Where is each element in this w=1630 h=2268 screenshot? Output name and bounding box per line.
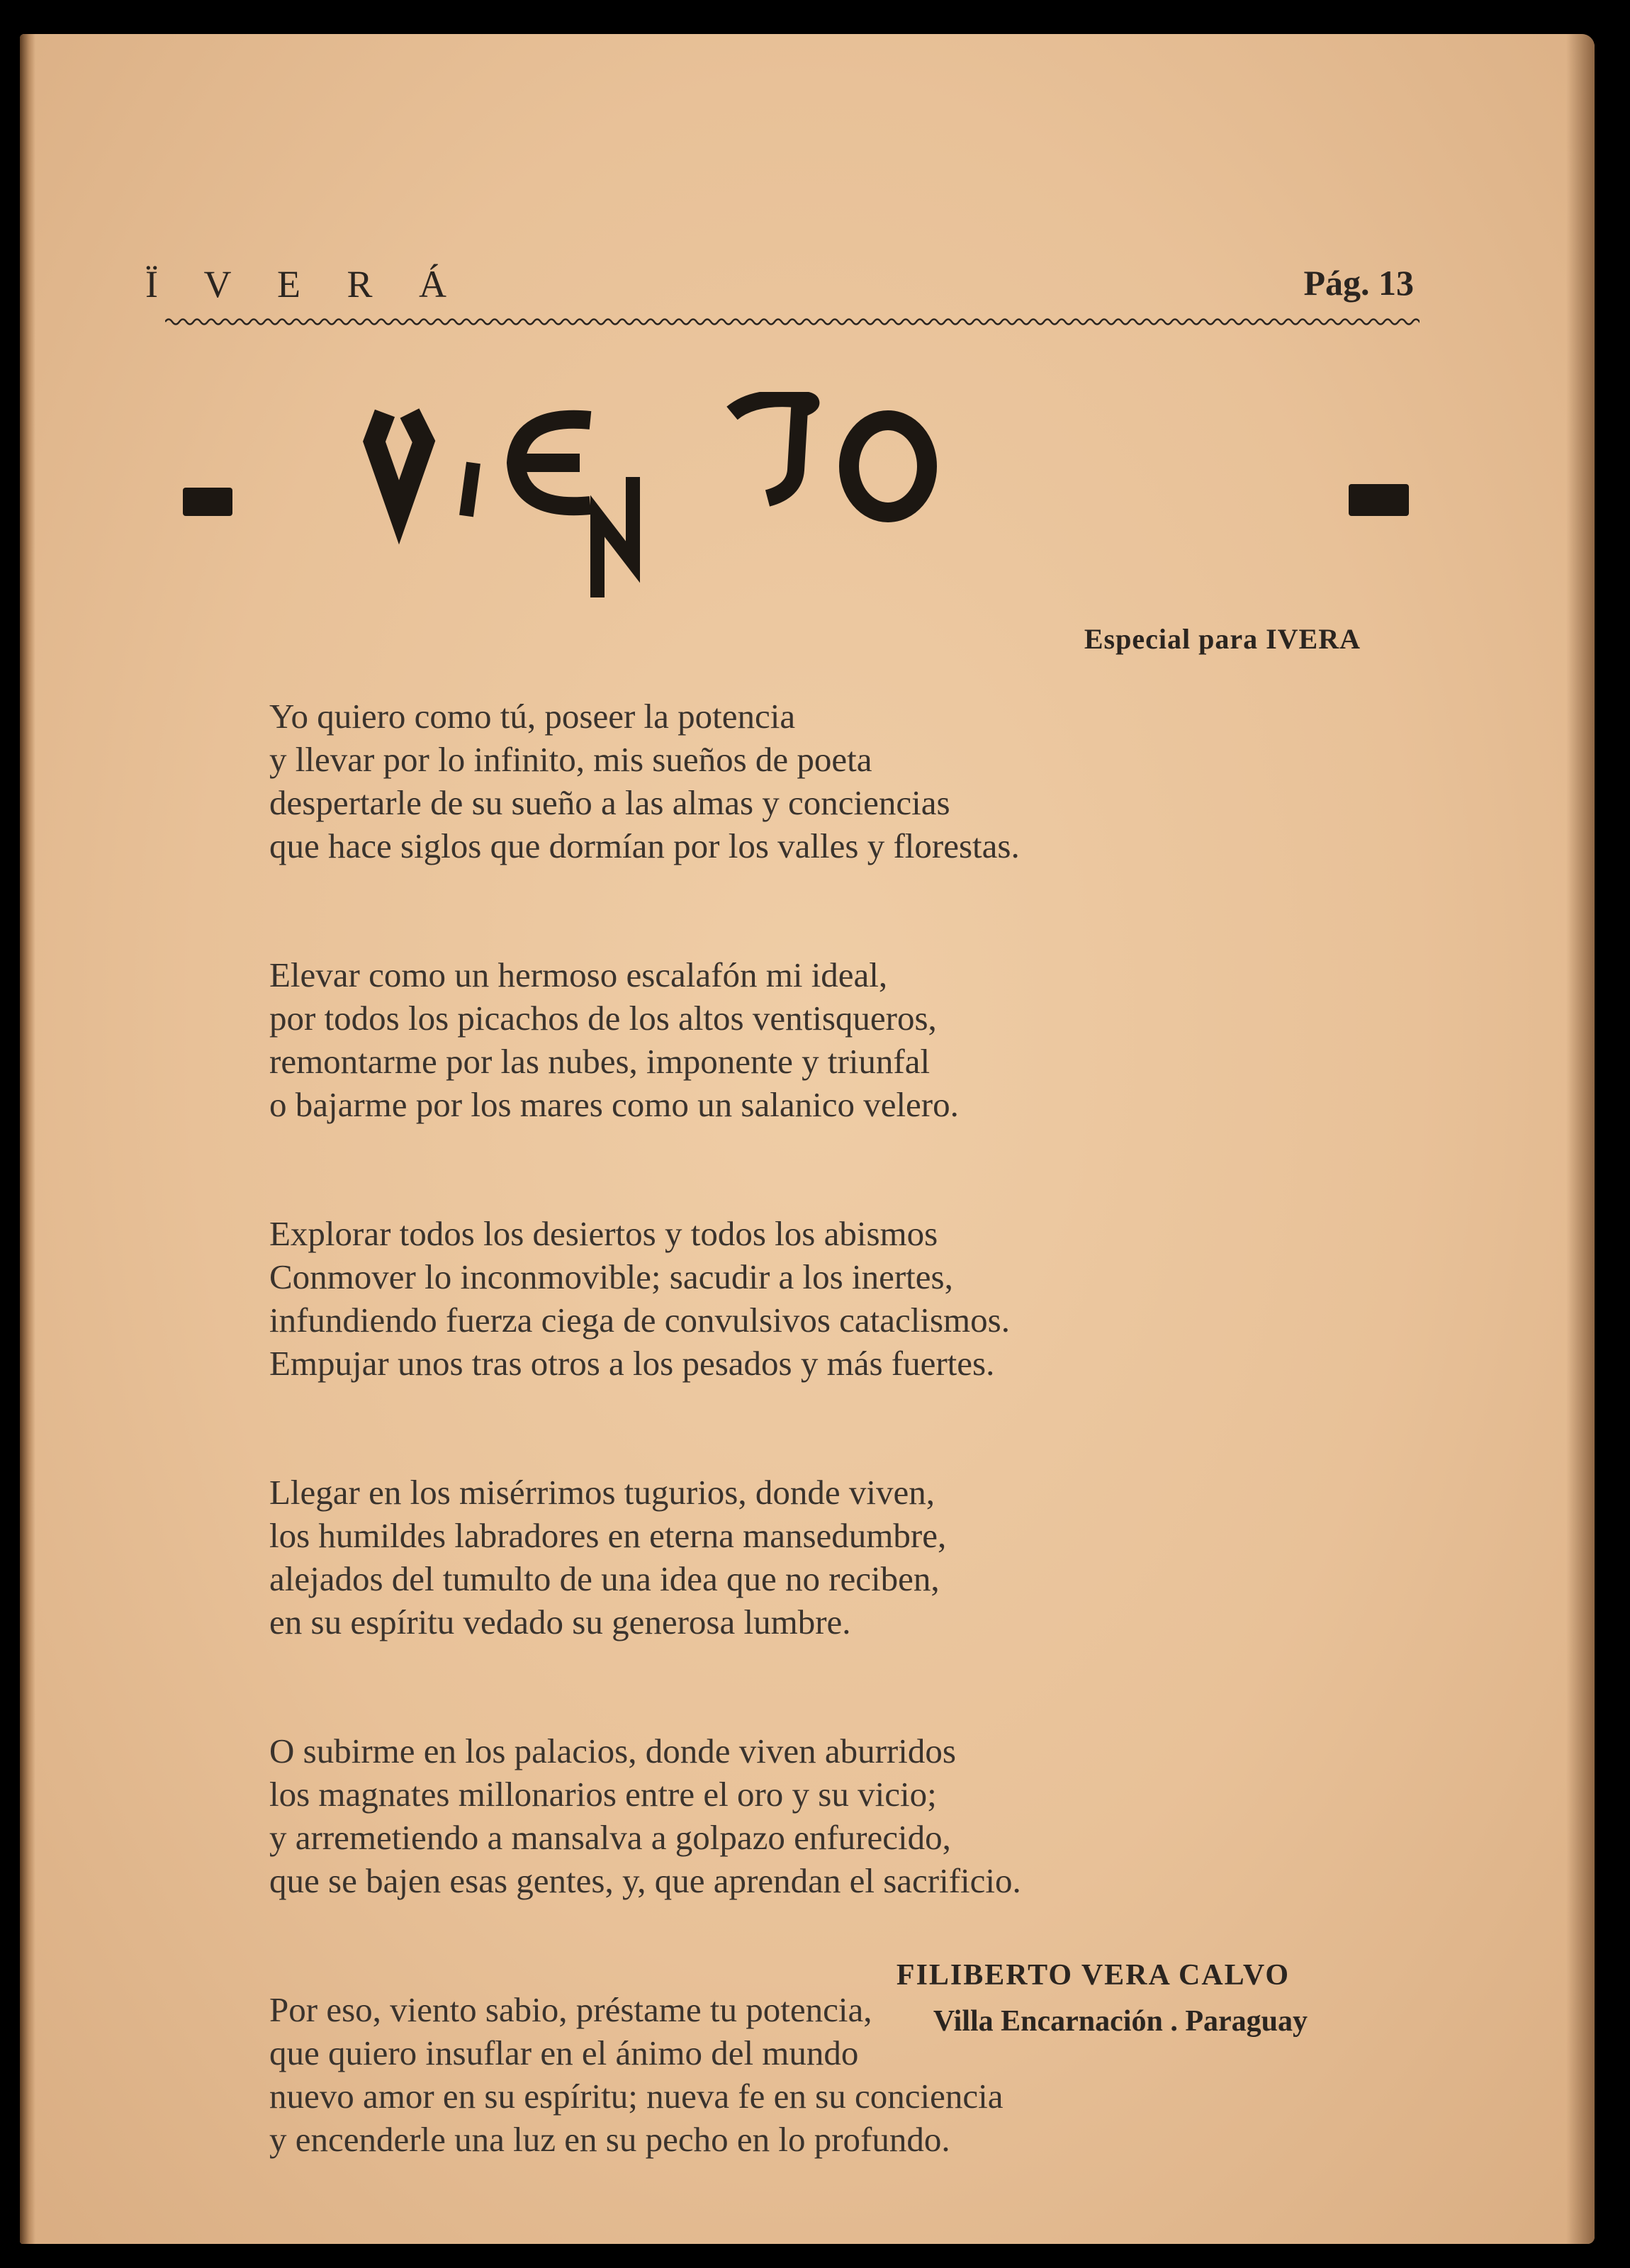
letter-o (849, 420, 927, 512)
poem-line: o bajarme por los mares como un salanico velero. (269, 1085, 959, 1124)
letter-t (732, 398, 811, 498)
poem-line: los magnates millonarios entre el oro y su vicio; (269, 1775, 937, 1814)
poem-line: por todos los picachos de los altos ventisqueros, (269, 999, 937, 1038)
letter-e (516, 420, 590, 507)
poem-line: y llevar por lo infinito, mis sueños de poeta (269, 740, 872, 779)
author-name: FILIBERTO VERA CALVO (896, 1959, 1290, 1992)
stanza (269, 1729, 1332, 1902)
poem-line: Por eso, viento sabio, préstame tu potencia, (269, 1990, 872, 2029)
journal-name: Ï V E R Á (145, 263, 466, 305)
title-dash-right (1349, 484, 1409, 516)
poem-body (269, 695, 1332, 2161)
stanza (269, 1212, 1332, 1385)
title-lettering (172, 392, 1420, 612)
poem-line: O subirme en los palacios, donde viven aburridos (269, 1731, 956, 1770)
letter-n (597, 477, 633, 597)
poem-line: Elevar como un hermoso escalafón mi ideal, (269, 955, 888, 994)
magazine-page (20, 34, 1595, 2244)
letter-i (466, 463, 473, 516)
poem-line: nuevo amor en su espíritu; nueva fe en su conciencia (269, 2077, 1004, 2116)
stanza (269, 953, 1332, 1126)
poem-line: que hace siglos que dormían por los valles y florestas. (269, 826, 1020, 865)
poem-line: Empujar unos tras otros a los pesados y más fuertes. (269, 1344, 995, 1383)
poem-line: en su espíritu vedado su generosa lumbre. (269, 1602, 851, 1641)
author-place: Villa Encarnación . Paraguay (933, 2005, 1308, 2038)
wavy-rule (165, 316, 1420, 327)
poem-line: alejados del tumulto de una idea que no reciben, (269, 1559, 940, 1598)
poem-line: y encenderle una luz en su pecho en lo profundo. (269, 2120, 950, 2159)
page-header (145, 262, 1421, 305)
poem-line: los humildes labradores en eterna mansedumbre, (269, 1516, 947, 1555)
letter-v (374, 413, 424, 512)
stanza (269, 1471, 1332, 1644)
poem-line: infundiendo fuerza ciega de convulsivos cataclismos. (269, 1301, 1010, 1340)
poem-line: Llegar en los misérrimos tugurios, donde viven, (269, 1473, 935, 1512)
stanza (269, 695, 1332, 868)
dedication: Especial para IVERA (1084, 623, 1361, 655)
page-number: Pág. 13 (1303, 263, 1414, 303)
poem-line: y arremetiendo a mansalva a golpazo enfurecido, (269, 1818, 951, 1857)
poem-line: Yo quiero como tú, poseer la potencia (269, 697, 796, 736)
poem-line: despertarle de su sueño a las almas y conciencias (269, 783, 950, 822)
poem-line: remontarme por las nubes, imponente y triunfal (269, 1042, 931, 1081)
poem-line: que quiero insuflar en el ánimo del mundo (269, 2033, 859, 2072)
title-dash-left (183, 488, 232, 516)
poem-line: Explorar todos los desiertos y todos los abismos (269, 1214, 938, 1253)
poem-line: que se bajen esas gentes, y, que aprendan el sacrificio. (269, 1861, 1021, 1900)
poem-line: Conmover lo inconmovible; sacudir a los inertes, (269, 1257, 953, 1296)
